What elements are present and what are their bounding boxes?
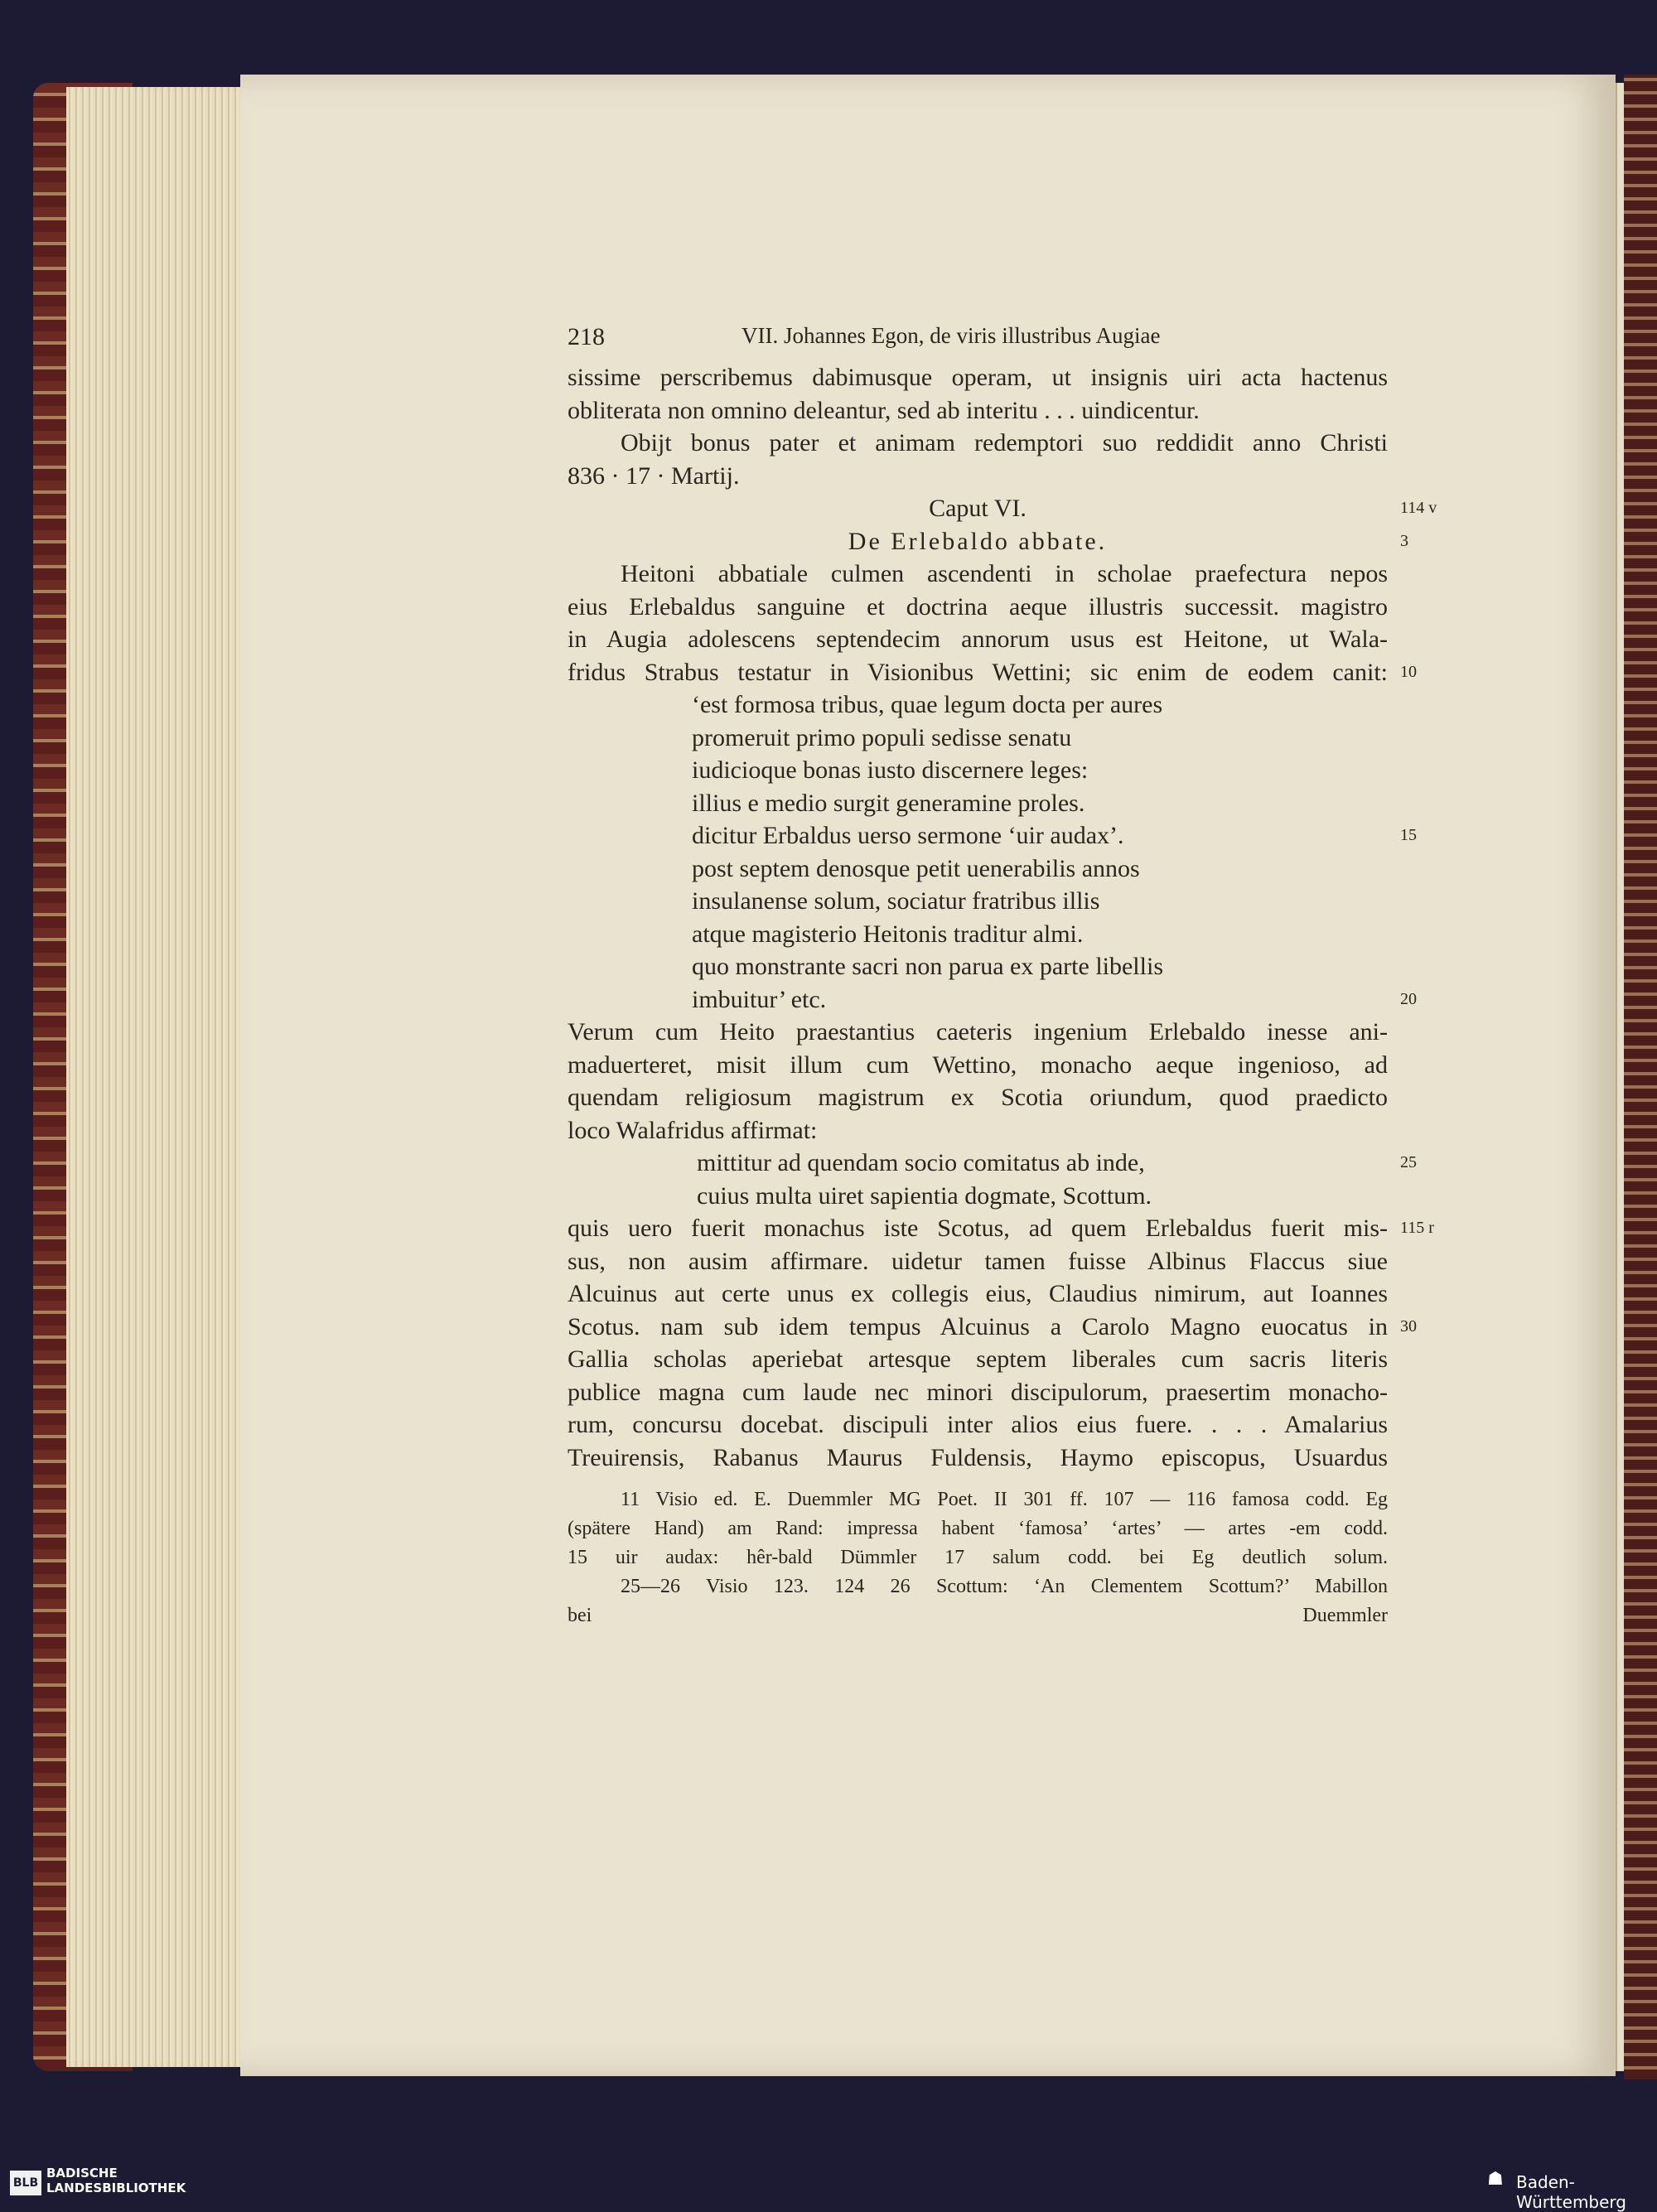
body-line-text: Alcuinus aut certe unus ex collegis eius, Claudius nimirum, aut Ioannes: [568, 1280, 1388, 1307]
body-line-text: rum, concursu docebat. discipuli inter alios eius fuere. . . . Amalarius: [568, 1411, 1388, 1438]
running-header: [568, 323, 1388, 361]
body-line-text: De Erlebaldo abbate.: [848, 527, 1108, 555]
body-line: [568, 1114, 1388, 1147]
body-line: [568, 688, 1388, 722]
book-cover-right: [1624, 75, 1657, 2079]
body-line-text: Scotus. nam sub idem tempus Alcuinus a Carolo Magno euocatus in: [568, 1312, 1388, 1340]
body-line-text: obliterata non omnino deleantur, sed ab interitu . . . uindicentur.: [568, 396, 1200, 424]
body-line: [568, 1180, 1388, 1213]
body-line: [568, 1081, 1388, 1114]
library-name: [46, 2166, 186, 2195]
body-line-text: Gallia scholas aperiebat artesque septem liberales cum sacris literis: [568, 1345, 1388, 1373]
body-line: [568, 492, 1437, 525]
body-line: [568, 1212, 1434, 1245]
body-line-text: eius Erlebaldus sanguine et doctrina aeque illustris successit. magistro: [568, 592, 1388, 621]
body-line-text: 836 · 17 · Martij.: [568, 461, 740, 490]
library-name-line1: BADISCHE: [46, 2166, 118, 2181]
body-line: [568, 656, 1417, 689]
body-line-text: mittitur ad quendam socio comitatus ab inde,: [697, 1149, 1145, 1176]
line-number-margin: 3: [1400, 531, 1411, 550]
body-line: [568, 754, 1388, 787]
body-line-text: quis uero fuerit monachus iste Scotus, ad quem Erlebaldus fuerit mis-: [568, 1215, 1388, 1242]
text-block: [568, 323, 1437, 1630]
body-line: [568, 591, 1388, 624]
blb-logo: BLB: [10, 2171, 41, 2195]
body-line-text: post septem denosque petit uenerabilis annos: [692, 854, 1140, 882]
body-line: [568, 427, 1388, 460]
critical-apparatus: [568, 1485, 1388, 1630]
body-line-text: illius e medio surgit generamine proles.: [692, 789, 1085, 817]
note-line-text: (spätere Hand) am Rand: impressa habent ‘famosa’ ‘artes’ — artes -em codd.: [568, 1518, 1388, 1539]
page-edges: [66, 87, 240, 2067]
body-line: [568, 361, 1388, 394]
state-logo-text: Baden-Württemberg: [1516, 2172, 1626, 2212]
note-line-text: 11 Visio ed. E. Duemmler MG Poet. II 301 ff. 107 — 116 famosa codd. Eg: [621, 1489, 1388, 1510]
body-line-text: cuius multa uiret sapientia dogmate, Scottum.: [697, 1181, 1152, 1210]
library-name-line2: LANDESBIBLIOTHEK: [46, 2181, 186, 2195]
body-line: [568, 1277, 1388, 1311]
note-line-text: bei Duemmler: [568, 1605, 1388, 1626]
body-line: [568, 1245, 1388, 1278]
line-number-margin: 15: [1400, 826, 1417, 844]
body-line-text: dicitur Erbaldus uerso sermone ‘uir audax’.: [692, 822, 1124, 849]
body-line-text: iudicioque bonas iusto discernere leges:: [692, 756, 1089, 784]
note-line-text: 25—26 Visio 123. 124 26 Scottum: ‘An Clementem Scottum?’ Mabillon: [621, 1576, 1388, 1597]
page-number: 218: [568, 323, 605, 350]
body-line: [568, 1147, 1417, 1180]
main-text: [568, 361, 1437, 1474]
body-line: [568, 525, 1411, 558]
note-line: [568, 1572, 1388, 1601]
body-line: [568, 983, 1417, 1017]
body-line-text: Verum cum Heito praestantius caeteris ingenium Erlebaldo inesse ani-: [568, 1018, 1388, 1046]
body-line: [568, 1376, 1388, 1409]
body-line: [568, 394, 1388, 427]
body-line: [568, 558, 1388, 591]
body-line: [568, 1343, 1388, 1376]
body-line: [568, 460, 1388, 493]
body-line-text: maduerteret, misit illum cum Wettino, monacho aeque ingenioso, ad: [568, 1050, 1388, 1079]
body-line: [568, 950, 1388, 983]
state-emblem-icon: ☗: [1487, 2169, 1504, 2190]
body-line-text: quendam religiosum magistrum ex Scotia oriundum, quod praedicto: [568, 1084, 1388, 1111]
note-line-text: 15 uir audax: hêr-bald Dümmler 17 salum codd. bei Eg deutlich solum.: [568, 1547, 1388, 1568]
body-line: [568, 1049, 1388, 1082]
line-number-margin: 30: [1400, 1316, 1417, 1335]
running-title: VII. Johannes Egon, de viris illustribus Augiae: [742, 323, 1161, 348]
body-line: [568, 1408, 1388, 1442]
note-line: [568, 1514, 1388, 1543]
body-line-text: ‘est formosa tribus, quae legum docta per aures: [692, 691, 1163, 718]
body-line-text: Heitoni abbatiale culmen ascendenti in scholae praefectura nepos: [621, 560, 1388, 587]
body-line: [568, 1311, 1417, 1344]
body-line-text: sissime perscribemus dabimusque operam, ut insignis uiri acta hactenus: [568, 364, 1388, 391]
body-line: [568, 1016, 1388, 1049]
line-number-margin: 25: [1400, 1153, 1417, 1171]
line-number-margin: 115 r: [1400, 1219, 1434, 1237]
line-number-margin: 10: [1400, 662, 1417, 681]
body-line-text: loco Walafridus affirmat:: [568, 1116, 818, 1144]
body-line: [568, 623, 1388, 656]
note-line: [568, 1485, 1388, 1514]
body-line-text: imbuitur’ etc.: [692, 985, 827, 1013]
body-line: [568, 918, 1388, 951]
body-line-text: Treuirensis, Rabanus Maurus Fuldensis, Haymo episcopus, Usuardus: [568, 1443, 1388, 1471]
body-line-text: promeruit primo populi sedisse senatu: [692, 723, 1072, 751]
body-line: [568, 852, 1388, 886]
body-line-text: Obijt bonus pater et animam redemptori suo reddidit anno Christi: [621, 429, 1388, 456]
body-line: [568, 1442, 1388, 1475]
note-line: [568, 1601, 1388, 1630]
body-line-text: Caput VI.: [929, 495, 1027, 522]
body-line-text: publice magna cum laude nec minori discipulorum, praesertim monacho-: [568, 1378, 1388, 1406]
body-line-text: fridus Strabus testatur in Visionibus Wettini; sic enim de eodem canit:: [568, 658, 1388, 686]
body-line-text: quo monstrante sacri non parua ex parte libellis: [692, 953, 1163, 980]
viewer-footer: [0, 2162, 1657, 2200]
body-line-text: insulanense solum, sociatur fratribus illis: [692, 887, 1100, 915]
body-line: [568, 722, 1388, 755]
line-number-margin: 20: [1400, 989, 1417, 1008]
body-line: [568, 885, 1388, 918]
body-line-text: atque magisterio Heitonis traditur almi.: [692, 920, 1084, 948]
body-line-text: in Augia adolescens septendecim annorum usus est Heitone, ut Wala-: [568, 625, 1388, 653]
body-line: [568, 787, 1388, 820]
note-line: [568, 1543, 1388, 1572]
line-number-margin: 114 v: [1400, 499, 1437, 517]
body-line-text: sus, non ausim affirmare. uidetur tamen fuisse Albinus Flaccus siue: [568, 1247, 1388, 1275]
body-line: [568, 819, 1417, 852]
